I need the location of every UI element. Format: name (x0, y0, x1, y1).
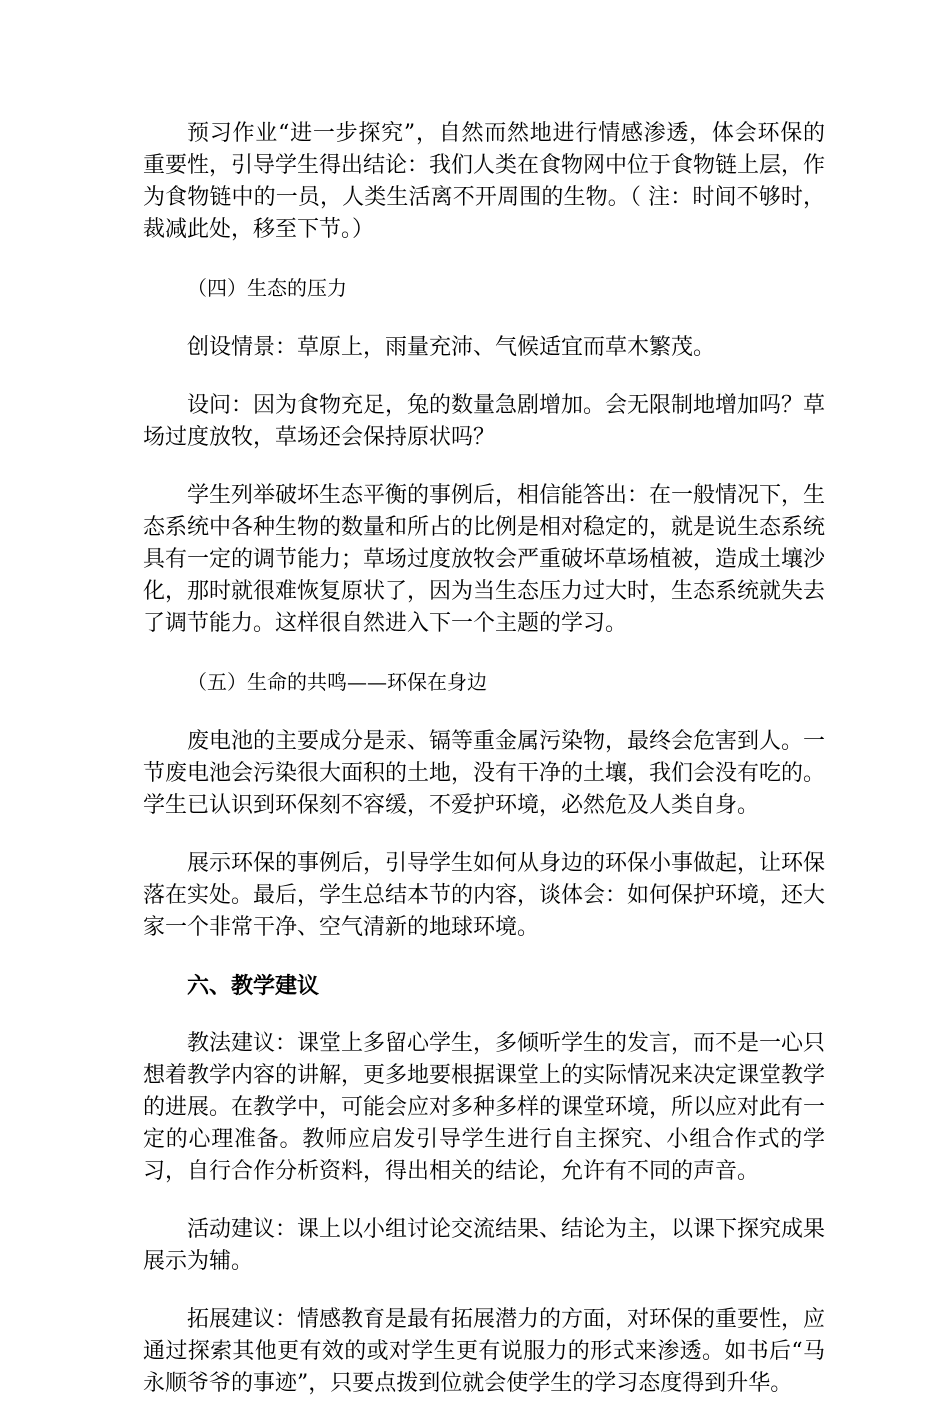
paragraph-ecological-balance: 学生列举破坏生态平衡的事例后，相信能答出：在一般情况下，生态系统中各种生物的数量和所占的比例是相对稳定的，就是说生态系统具有一定的调节能力；草场过度放牧会严重破坏草场植被，造成土壤沙化，那时就很难恢复原状了，因为当生态压力过大时，生态系统就失去了调节能力。这样很自然进入下一个主题的学习。 (143, 483, 826, 636)
document-page (143, 118, 825, 1426)
paragraph-activity-suggestion: 活动建议：课上以小组讨论交流结果、结论为主，以课下探究成果展示为辅。 (143, 1217, 826, 1274)
paragraph-environmental-examples: 展示环保的事例后，引导学生如何从身边的环保小事做起，让环保落在实处。最后，学生总结本节的内容，谈体会：如何保护环境，还大家一个非常干净、空气清新的地球环境。 (143, 851, 826, 940)
paragraph-scenario: 创设情景：草原上，雨量充沛、气候适宜而草木繁茂。 (187, 335, 716, 360)
subheading-ecological-pressure: （四）生态的压力 (187, 276, 347, 300)
paragraph-preview-homework: 预习作业“进一步探究”，自然而然地进行情感渗透，体会环保的重要性，引导学生得出结论：我们人类在食物网中位于食物链上层，作为食物链中的一员，人类生活离不开周围的生物。（ 注：时间不够时，裁减此处，移至下节。） (143, 121, 826, 242)
paragraph-extension-suggestion: 拓展建议：情感教育是最有拓展潜力的方面，对环保的重要性，应通过探索其他更有效的或对学生更有说服力的形式来渗透。如书后“马永顺爷爷的事迹”，只要点拨到位就会使学生的学习态度得到升华。 (143, 1307, 826, 1396)
paragraph-waste-battery: 废电池的主要成分是汞、镉等重金属污染物，最终会危害到人。一节废电池会污染很大面积的土地，没有干净的土壤，我们会没有吃的。学生已认识到环保刻不容缓，不爱护环境，必然危及人类自身。 (143, 729, 826, 818)
subheading-resonance-of-life: （五）生命的共鸣——环保在身边 (187, 670, 487, 694)
paragraph-teaching-method: 教法建议：课堂上多留心学生，多倾听学生的发言，而不是一心只想着教学内容的讲解，更多地要根据课堂上的实际情况来决定课堂教学的进展。在教学中，可能会应对多种多样的课堂环境，所以应对此有一定的心理准备。教师应启发引导学生进行自主探究、小组合作式的学习，自行合作分析资料，得出相关的结论，允许有不同的声音。 (143, 1031, 826, 1184)
paragraph-question: 设问：因为食物充足，兔的数量急剧增加。会无限制地增加吗？草场过度放牧，草场还会保持原状吗？ (143, 393, 826, 450)
section-heading-teaching-suggestions: 六、教学建议 (187, 973, 320, 999)
